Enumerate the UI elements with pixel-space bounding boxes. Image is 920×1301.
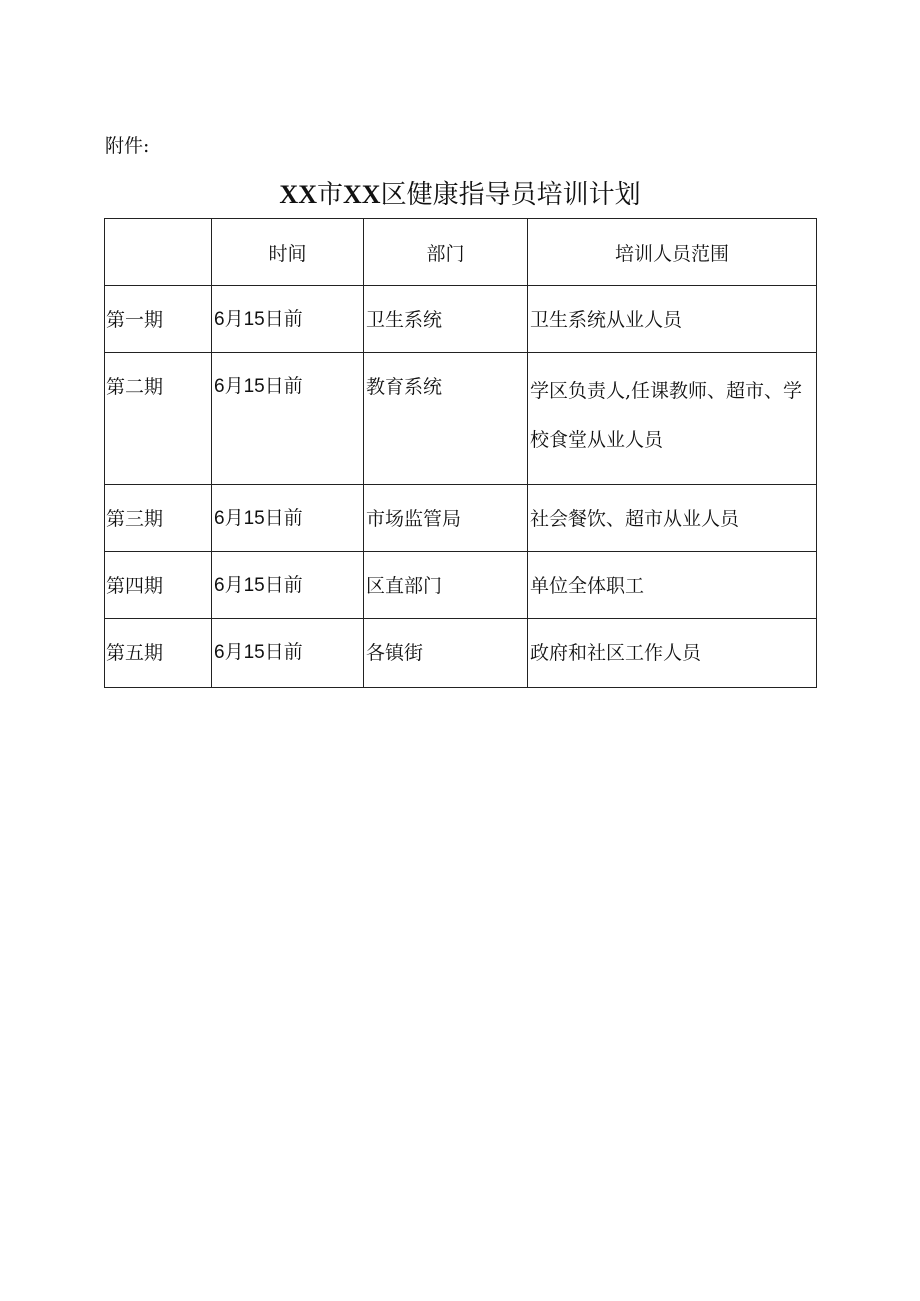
header-scope: 培训人员范围 (528, 219, 817, 286)
title-city-placeholder: XX (279, 180, 317, 209)
time-cell (212, 552, 364, 619)
title-district-placeholder: XX (343, 180, 381, 209)
scope-text: 卫生系统从业人员 (530, 309, 683, 331)
department-text: 区直部门 (366, 575, 443, 597)
header-period (105, 219, 212, 286)
department-text: 卫生系统 (366, 309, 443, 331)
table-header-row (105, 219, 817, 286)
period-cell (105, 619, 212, 688)
department-text: 各镇街 (366, 642, 424, 664)
scope-text: 学区负责人,任课教师、超市、学校食堂从业人员 (530, 380, 803, 451)
table-row (105, 485, 817, 552)
department-cell (364, 552, 528, 619)
scope-text: 社会餐饮、超市从业人员 (530, 508, 740, 530)
time-cell (212, 286, 364, 353)
period-cell (105, 286, 212, 353)
training-plan-table (104, 218, 817, 688)
time-text: 6月15日前 (214, 575, 303, 596)
scope-cell (528, 485, 817, 552)
header-department: 部门 (364, 219, 528, 286)
time-text: 6月15日前 (214, 642, 303, 663)
department-cell (364, 353, 528, 485)
header-time: 时间 (212, 219, 364, 286)
period-text: 第三期 (106, 508, 164, 530)
scope-text: 单位全体职工 (530, 575, 645, 597)
period-text: 第二期 (106, 376, 164, 398)
department-cell (364, 619, 528, 688)
department-text: 教育系统 (366, 376, 443, 398)
scope-cell (528, 552, 817, 619)
document-title (0, 178, 920, 212)
time-cell (212, 353, 364, 485)
attachment-label: 附件: (105, 135, 150, 157)
period-text: 第一期 (106, 309, 164, 331)
time-cell (212, 619, 364, 688)
table-row (105, 619, 817, 688)
period-text: 第四期 (106, 575, 164, 597)
title-main-text: 区健康指导员培训计划 (380, 180, 641, 210)
title-city-suffix: 市 (316, 180, 343, 210)
department-cell (364, 286, 528, 353)
period-cell (105, 353, 212, 485)
table-row (105, 286, 817, 353)
time-text: 6月15日前 (214, 309, 303, 330)
scope-cell (528, 619, 817, 688)
department-cell (364, 485, 528, 552)
time-text: 6月15日前 (214, 376, 303, 397)
period-cell (105, 552, 212, 619)
time-cell (212, 485, 364, 552)
department-text: 市场监管局 (366, 508, 462, 530)
scope-cell (528, 353, 817, 485)
table-row (105, 552, 817, 619)
period-text: 第五期 (106, 642, 164, 664)
time-text: 6月15日前 (214, 508, 303, 529)
scope-cell (528, 286, 817, 353)
table-row (105, 353, 817, 485)
scope-text: 政府和社区工作人员 (530, 642, 702, 664)
period-cell (105, 485, 212, 552)
